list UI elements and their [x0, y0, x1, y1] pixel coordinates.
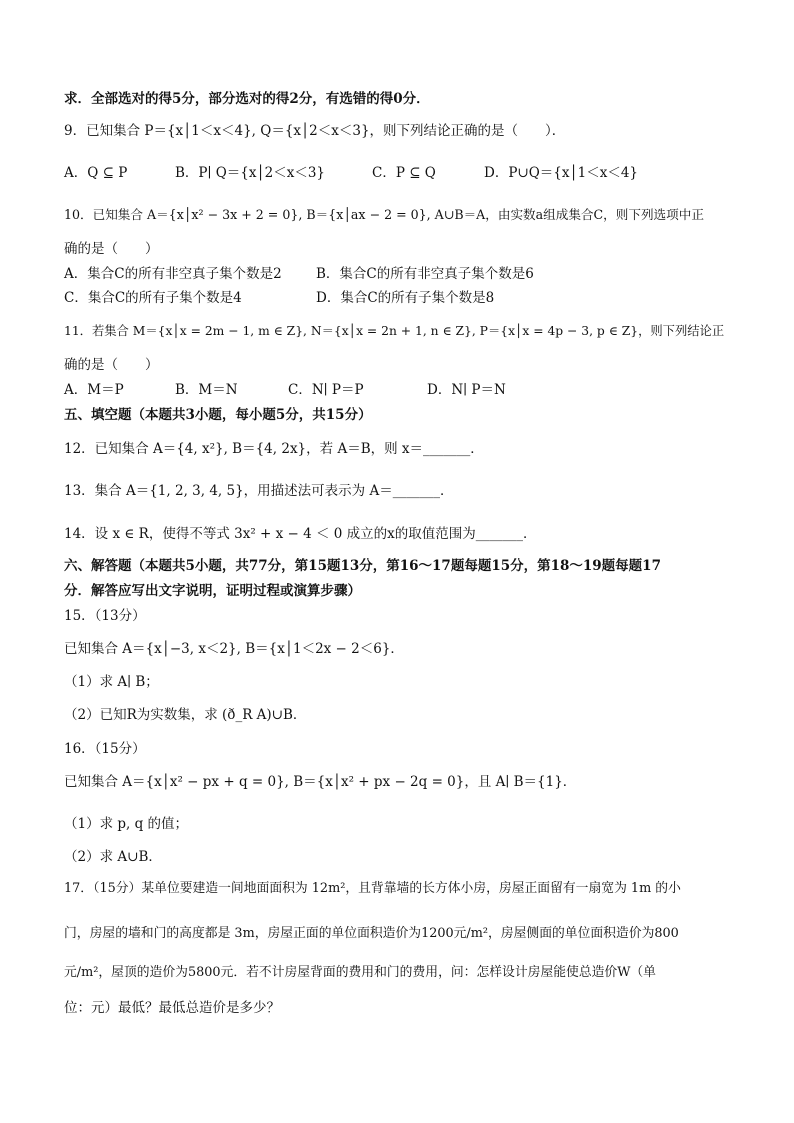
- q11-option-d: D．N∣ P＝N: [427, 382, 506, 398]
- q9-stem: 9．已知集合 P＝{x│1＜x＜4}, Q＝{x│2＜x＜3}，则下列结论正确的是（ ）．: [64, 123, 566, 139]
- q10-stem-line2: 确的是（ ）: [64, 241, 159, 257]
- q10-option-a: A．集合C的所有非空真子集个数是2: [64, 266, 282, 282]
- q9-option-d: D．P∪Q＝{x│1＜x＜4}: [484, 165, 638, 181]
- section-intro: 求．全部选对的得5分，部分选对的得2分，有选错的得0分．: [64, 91, 430, 107]
- q16-label: 16．（15分）: [64, 741, 146, 757]
- q11-stem-line1: 11．若集合 M＝{x│x = 2m − 1, m ∈ Z}, N＝{x│x = 2n + 1, n ∈ Z}, P＝{x│x = 4p − 3, p ∈ Z}，则下列结论正: [64, 324, 725, 338]
- q15-part1: （1）求 A∣ B；: [64, 674, 159, 690]
- q11-option-a: A．M＝P: [64, 382, 124, 398]
- q15-part2: （2）已知R为实数集，求 (ð_R A)∪B．: [64, 707, 307, 723]
- q15-stem: 已知集合 A＝{x│−3, x＜2}, B＝{x│1＜2x − 2＜6}．: [64, 641, 404, 657]
- q17-line3: 元/m²，屋顶的造价为5800元．若不计房屋背面的费用和门的费用，问：怎样设计房屋能使总造价W（单: [64, 965, 656, 980]
- q10-option-c: C．集合C的所有子集个数是4: [64, 290, 242, 306]
- q9-option-a: A．Q ⊆ P: [64, 165, 128, 181]
- q9-option-c: C．P ⊆ Q: [372, 165, 436, 181]
- q11-option-b: B．M＝N: [175, 382, 238, 398]
- q10-stem-line1: 10．已知集合 A＝{x│x² − 3x + 2 = 0}, B＝{x│ax − 2 = 0}, A∪B＝A，由实数a组成集合C，则下列选项中正: [64, 207, 704, 222]
- q16-stem: 已知集合 A＝{x│x² − px + q = 0}, B＝{x│x² + px − 2q = 0}，且 A∣ B＝{1}．: [64, 774, 577, 790]
- q10-option-d: D．集合C的所有子集个数是8: [316, 290, 495, 306]
- q9-option-b: B．P∣ Q＝{x│2＜x＜3}: [175, 165, 326, 181]
- q16-part2: （2）求 A∪B．: [64, 849, 162, 865]
- q16-part1: （1）求 p, q 的值；: [64, 816, 189, 832]
- section5-heading: 五、填空题（本题共3小题，每小题5分，共15分）: [64, 407, 372, 423]
- section6-heading-line1: 六、解答题（本题共5小题，共77分，第15题13分，第16～17题每题15分，第18～19题每题17: [64, 558, 661, 574]
- section6-heading-line2: 分．解答应写出文字说明，证明过程或演算步骤）: [64, 583, 361, 599]
- q11-option-c: C．N∣ P＝P: [288, 382, 364, 398]
- q10-option-b: B．集合C的所有非空真子集个数是6: [316, 266, 534, 282]
- q13-text: 13．集合 A＝{1, 2, 3, 4, 5}，用描述法可表示为 A＝_______．: [64, 483, 454, 499]
- q15-label: 15．（13分）: [64, 608, 146, 624]
- q12-text: 12．已知集合 A＝{4, x²}, B＝{4, 2x}，若 A＝B，则 x＝_______．: [64, 441, 484, 457]
- q11-stem-line2: 确的是（ ）: [64, 357, 159, 373]
- q17-line2: 门，房屋的墙和门的高度都是 3m，房屋正面的单位面积造价为1200元/m²，房屋侧面的单位面积造价为800: [64, 926, 679, 941]
- q17-line4: 位：元）最低？最低总造价是多少？: [64, 1000, 280, 1016]
- q14-text: 14．设 x ∈ R，使得不等式 3x² + x − 4 ＜ 0 成立的x的取值范围为_______．: [64, 526, 537, 542]
- q17-line1: 17．（15分）某单位要建造一间地面面积为 12m²，且背靠墙的长方体小房，房屋正面留有一扇宽为 1m 的小: [64, 881, 681, 896]
